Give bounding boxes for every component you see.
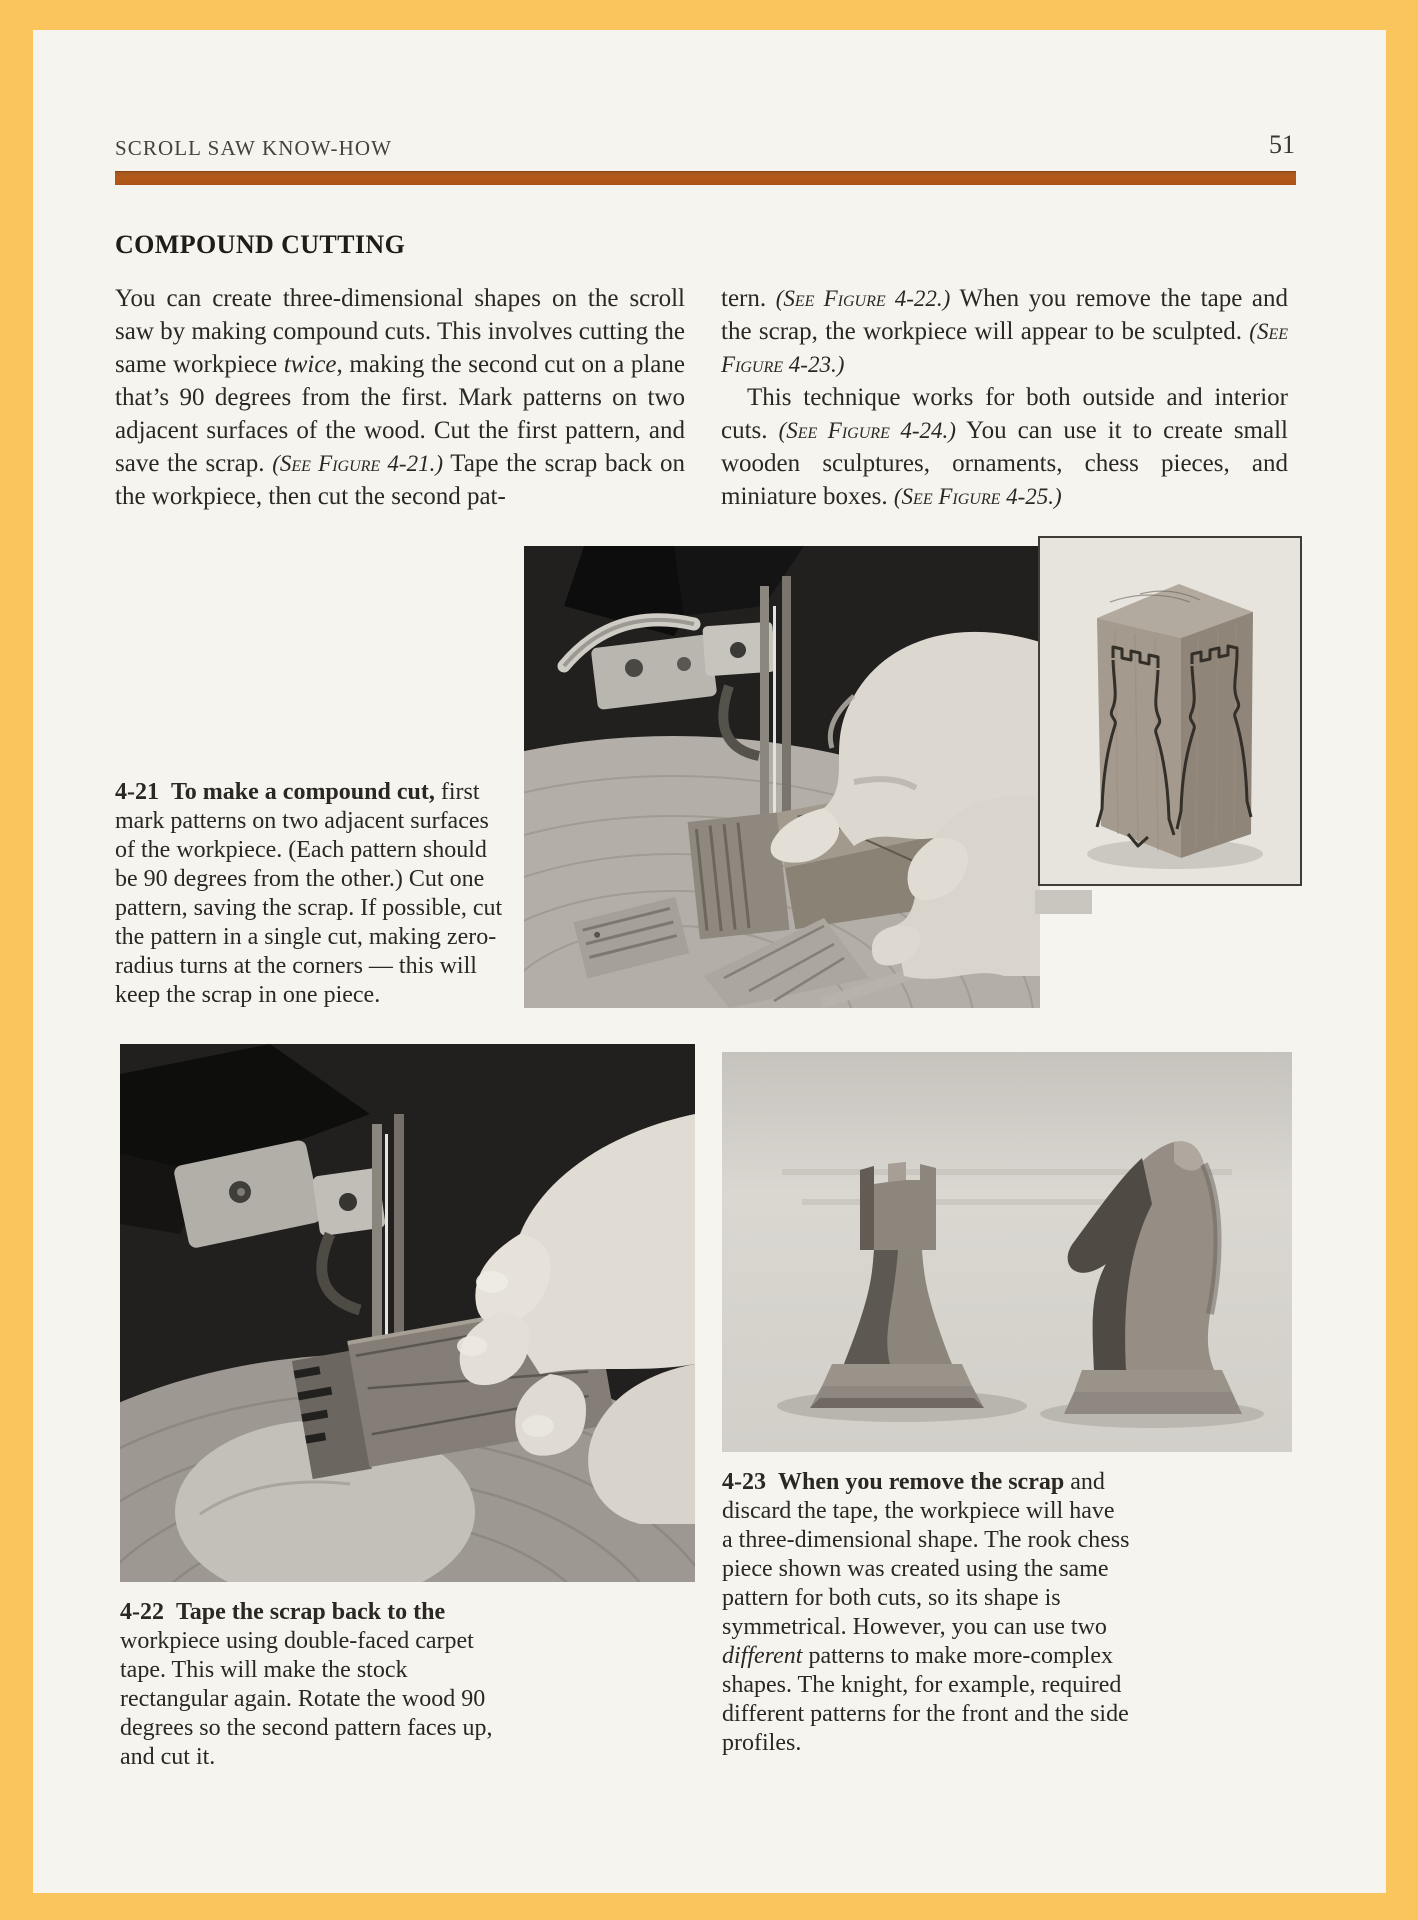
chess-pieces-photo [722, 1052, 1292, 1452]
taped-block-saw-photo [120, 1044, 695, 1582]
figure-4-22-caption: 4-22 Tape the scrap back to the workpiece using double-faced carpet tape. This will make the stock rectangular again. Rotate the wood 90 degrees so the second pattern faces up, and cut it. [120, 1599, 493, 1770]
section-rule [115, 171, 1296, 185]
marked-block-photo [1040, 538, 1300, 884]
body-column-right [721, 282, 1288, 513]
page [33, 30, 1386, 1893]
section-heading: COMPOUND CUTTING [115, 230, 406, 259]
figure-4-21-inset-photo [1038, 536, 1302, 886]
scan-smudge [1035, 890, 1092, 914]
page-number: 51 [1269, 130, 1295, 159]
figure-4-21-photo [524, 546, 1040, 1008]
paragraph: tern. (See Figure 4-22.) When you remove the tape and the scrap, the workpiece will appear to be sculpted. (See Figure 4-23.) [721, 285, 1289, 377]
figure-4-22-photo [120, 1044, 695, 1582]
paragraph: This technique works for both outside and interior cuts. (See Figure 4-24.) You can use it to create small wooden sculptures, ornaments, chess pieces, and miniature boxes. (See Figure 4-25.) [721, 384, 1288, 510]
running-head: SCROLL SAW KNOW-HOW [115, 136, 393, 160]
body-column-left [115, 282, 685, 513]
figure-4-23-photo [722, 1052, 1292, 1452]
figure-4-23-caption: 4-23 When you remove the scrap and discard the tape, the workpiece will have a three-dimensional shape. The rook chess piece shown was created using the same pattern for both cuts, so its shape is symmetrical. However, you can use two different patterns to make more-complex shapes. The knight, for example, required different patterns for the front and the side profiles. [722, 1469, 1130, 1756]
figure-4-21-caption: 4-21 To make a compound cut, first mark patterns on two adjacent surfaces of the workpiece. (Each pattern should be 90 degrees from the other.) Cut one pattern, saving the scrap. If possible, cut the pattern in a single cut, making zero-radius turns at the corners — this will keep the scrap in one piece. [115, 779, 503, 1008]
paragraph: You can create three-dimensional shapes on the scroll saw by making compound cuts. This involves cutting the same workpiece twice, making the second cut on a plane that’s 90 degrees from the first. Mark patterns on two adjacent surfaces of the wood. Cut the first pattern, and save the scrap. (See Figure 4-21.) Tape the scrap back on the workpiece, then cut the second pat- [115, 285, 685, 510]
scroll-saw-hands-photo [524, 546, 1040, 1008]
